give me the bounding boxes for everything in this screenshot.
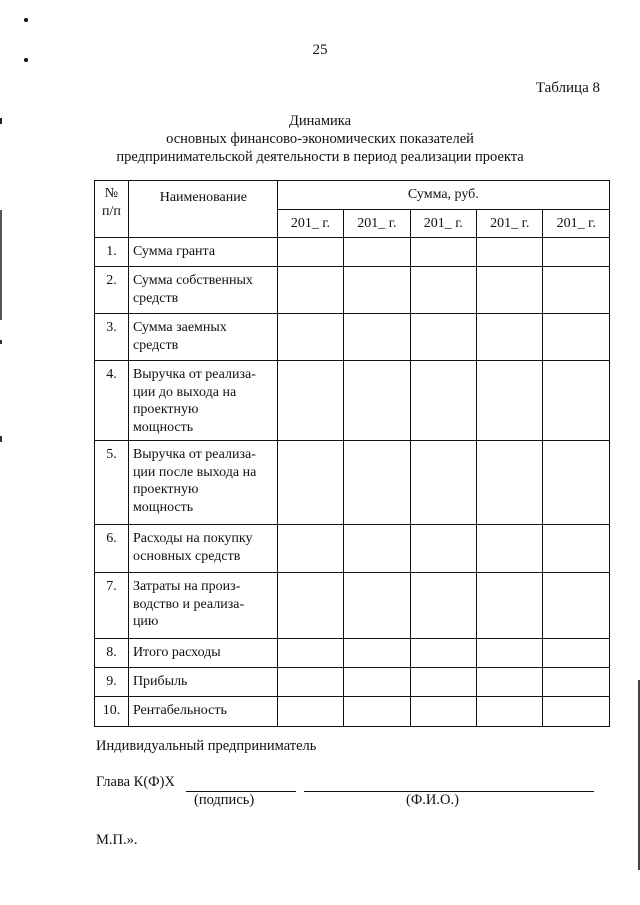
value-cell[interactable] bbox=[277, 697, 343, 727]
head-label: Глава К(Ф)Х bbox=[96, 774, 175, 790]
value-cell[interactable] bbox=[477, 361, 543, 441]
value-cell[interactable] bbox=[277, 267, 343, 314]
title-line-1: Динамика bbox=[288, 113, 352, 129]
header-number: № п/п bbox=[95, 181, 129, 238]
value-cell[interactable] bbox=[277, 361, 343, 441]
value-cell[interactable] bbox=[344, 267, 410, 314]
row-number: 6. bbox=[95, 525, 129, 573]
value-cell[interactable] bbox=[277, 525, 343, 573]
table-row bbox=[95, 441, 610, 525]
table-row bbox=[95, 573, 610, 639]
value-cell[interactable] bbox=[277, 314, 343, 361]
value-cell[interactable] bbox=[543, 525, 610, 573]
margin-dot bbox=[24, 18, 28, 22]
row-number: 9. bbox=[95, 668, 129, 697]
value-cell[interactable] bbox=[477, 525, 543, 573]
value-cell[interactable] bbox=[543, 314, 610, 361]
value-cell[interactable] bbox=[410, 573, 476, 639]
value-cell[interactable] bbox=[410, 314, 476, 361]
value-cell[interactable] bbox=[477, 639, 543, 668]
header-name: Наименование bbox=[128, 181, 277, 238]
value-cell[interactable] bbox=[477, 441, 543, 525]
name-caption: (Ф.И.О.) bbox=[406, 792, 459, 808]
value-cell[interactable] bbox=[344, 525, 410, 573]
value-cell[interactable] bbox=[543, 361, 610, 441]
value-cell[interactable] bbox=[410, 525, 476, 573]
year-header: 201_ г. bbox=[410, 210, 476, 238]
row-number: 4. bbox=[95, 361, 129, 441]
entrepreneur-label: Индивидуальный предприниматель bbox=[96, 738, 317, 754]
year-header: 201_ г. bbox=[277, 210, 343, 238]
value-cell[interactable] bbox=[344, 238, 410, 267]
row-name: Выручка от реализа- ции до выхода на проектную мощность bbox=[128, 361, 277, 441]
table-header-row bbox=[95, 181, 610, 210]
row-name: Сумма гранта bbox=[128, 238, 277, 267]
value-cell[interactable] bbox=[543, 668, 610, 697]
value-cell[interactable] bbox=[344, 668, 410, 697]
value-cell[interactable] bbox=[277, 639, 343, 668]
value-cell[interactable] bbox=[277, 573, 343, 639]
value-cell[interactable] bbox=[410, 238, 476, 267]
value-cell[interactable] bbox=[543, 639, 610, 668]
value-cell[interactable] bbox=[277, 668, 343, 697]
value-cell[interactable] bbox=[477, 668, 543, 697]
row-number: 3. bbox=[95, 314, 129, 361]
title-line-2: основных финансово-экономических показателей bbox=[166, 131, 474, 147]
value-cell[interactable] bbox=[344, 697, 410, 727]
value-cell[interactable] bbox=[410, 668, 476, 697]
value-cell[interactable] bbox=[410, 697, 476, 727]
value-cell[interactable] bbox=[410, 267, 476, 314]
value-cell[interactable] bbox=[477, 697, 543, 727]
page-number: 25 bbox=[312, 42, 328, 58]
row-number: 10. bbox=[95, 697, 129, 727]
title-line-3: предпринимательской деятельности в период реализации проекта bbox=[116, 149, 524, 165]
row-number: 2. bbox=[95, 267, 129, 314]
value-cell[interactable] bbox=[410, 639, 476, 668]
table-row bbox=[95, 361, 610, 441]
year-header: 201_ г. bbox=[543, 210, 610, 238]
row-name: Расходы на покупку основных средств bbox=[128, 525, 277, 573]
row-name: Сумма заемных средств bbox=[128, 314, 277, 361]
table-row bbox=[95, 525, 610, 573]
header-sum: Сумма, руб. bbox=[277, 181, 609, 210]
table-row bbox=[95, 314, 610, 361]
row-name: Выручка от реализа- ции после выхода на проектную мощность bbox=[128, 441, 277, 525]
value-cell[interactable] bbox=[277, 441, 343, 525]
value-cell[interactable] bbox=[543, 441, 610, 525]
table-label: Таблица 8 bbox=[535, 80, 600, 96]
value-cell[interactable] bbox=[477, 573, 543, 639]
value-cell[interactable] bbox=[344, 314, 410, 361]
value-cell[interactable] bbox=[344, 361, 410, 441]
stamp-label: М.П.». bbox=[96, 832, 138, 848]
row-name: Итого расходы bbox=[128, 639, 277, 668]
value-cell[interactable] bbox=[410, 361, 476, 441]
table-row bbox=[95, 267, 610, 314]
value-cell[interactable] bbox=[543, 238, 610, 267]
row-name: Рентабельность bbox=[128, 697, 277, 727]
table-row bbox=[95, 238, 610, 267]
value-cell[interactable] bbox=[477, 314, 543, 361]
table-title bbox=[0, 112, 640, 166]
row-name: Затраты на произ- водство и реализа- цию bbox=[128, 573, 277, 639]
value-cell[interactable] bbox=[543, 697, 610, 727]
value-cell[interactable] bbox=[344, 573, 410, 639]
value-cell[interactable] bbox=[344, 639, 410, 668]
value-cell[interactable] bbox=[344, 441, 410, 525]
row-number: 8. bbox=[95, 639, 129, 668]
row-number: 1. bbox=[95, 238, 129, 267]
year-header: 201_ г. bbox=[477, 210, 543, 238]
row-name: Прибыль bbox=[128, 668, 277, 697]
table-row bbox=[95, 697, 610, 727]
table-row bbox=[95, 639, 610, 668]
value-cell[interactable] bbox=[277, 238, 343, 267]
signature-caption: (подпись) bbox=[194, 792, 255, 808]
value-cell[interactable] bbox=[477, 267, 543, 314]
financial-indicators-table bbox=[94, 180, 610, 727]
value-cell[interactable] bbox=[543, 267, 610, 314]
row-number: 7. bbox=[95, 573, 129, 639]
row-number: 5. bbox=[95, 441, 129, 525]
value-cell[interactable] bbox=[477, 238, 543, 267]
value-cell[interactable] bbox=[543, 573, 610, 639]
table-row bbox=[95, 668, 610, 697]
year-header: 201_ г. bbox=[344, 210, 410, 238]
row-name: Сумма собственных средств bbox=[128, 267, 277, 314]
value-cell[interactable] bbox=[410, 441, 476, 525]
